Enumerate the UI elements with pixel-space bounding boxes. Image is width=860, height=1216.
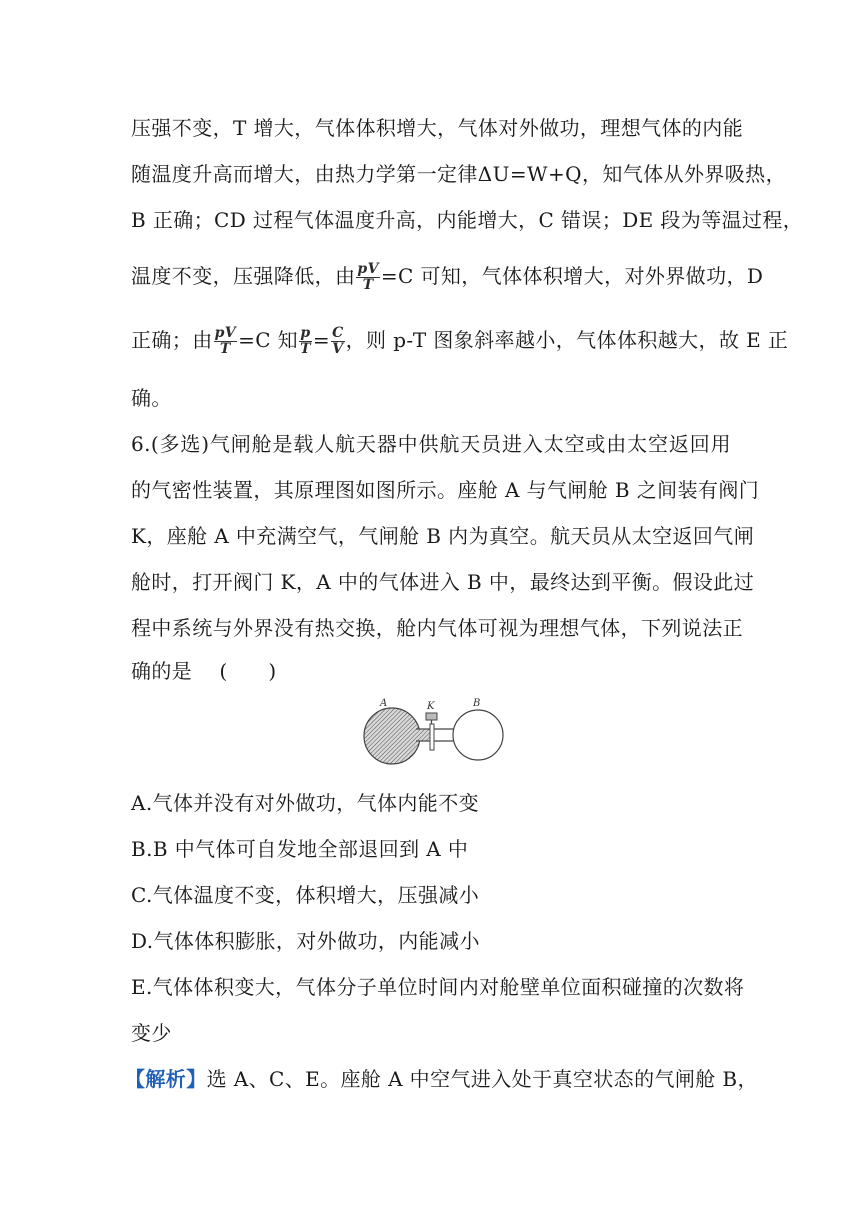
fraction-numerator: C xyxy=(332,325,344,341)
prev-solution-line-1: 压强不变，T 增大，气体体积增大，气体对外做功，理想气体的内能 xyxy=(131,116,744,140)
prev-solution-text: = xyxy=(312,328,331,352)
label-b: B xyxy=(473,698,481,709)
cabin-a xyxy=(364,708,432,764)
analysis-tag: 【解析】 xyxy=(125,1067,207,1091)
question-line-3: K，座舱 A 中充满空气，气闸舱 B 内为真空。航天员从太空返回气闸 xyxy=(131,524,755,548)
fraction-denominator: T xyxy=(219,341,231,357)
prev-solution-line-6: 确。 xyxy=(131,386,172,410)
question-line-6: 确的是 ( ) xyxy=(131,659,277,683)
fraction-p-over-t xyxy=(299,326,312,357)
prev-solution-text: =C 知 xyxy=(238,328,299,352)
prev-solution-line-4 xyxy=(131,261,764,293)
fraction-pv-over-t xyxy=(356,262,379,293)
question-line-4: 舱时，打开阀门 K，A 中的气体进入 B 中，最终达到平衡。假设此过 xyxy=(131,570,755,594)
fraction-denominator: T xyxy=(300,341,311,357)
prev-solution-line-2: 随温度升高而增大，由热力学第一定律ΔU=W+Q，知气体从外界吸热， xyxy=(131,162,786,186)
analysis-line xyxy=(125,1065,758,1093)
fraction-numerator: pV xyxy=(357,261,379,277)
option-e-line-1: E.气体体积变大，气体分子单位时间内对舱壁单位面积碰撞的次数将 xyxy=(131,975,745,999)
option-b: B.B 中气体可自发地全部退回到 A 中 xyxy=(131,837,469,861)
prev-solution-line-3: B 正确；CD 过程气体温度升高，内能增大，C 错误；DE 段为等温过程， xyxy=(131,208,804,232)
prev-solution-text: =C 可知，气体体积增大，对外界做功，D xyxy=(380,264,764,288)
fraction-numerator: p xyxy=(300,325,311,341)
option-a: A.气体并没有对外做功，气体内能不变 xyxy=(131,791,480,815)
airlock-diagram xyxy=(360,696,510,766)
fraction-c-over-v xyxy=(331,326,345,357)
label-k: K xyxy=(427,701,435,712)
question-line-2: 的气密性装置，其原理图如图所示。座舱 A 与气闸舱 B 之间装有阀门 xyxy=(131,478,760,502)
prev-solution-text: 正确；由 xyxy=(131,328,213,352)
fraction-pv-over-t xyxy=(214,326,237,357)
label-a: A xyxy=(380,698,388,709)
option-d: D.气体体积膨胀，对外做功，内能减小 xyxy=(131,929,480,953)
fraction-numerator: pV xyxy=(214,325,237,341)
prev-solution-line-5 xyxy=(131,325,789,357)
option-c: C.气体温度不变，体积增大，压强减小 xyxy=(131,883,480,907)
prev-solution-text: ，则 p-T 图象斜率越小，气体体积越大，故 E 正 xyxy=(345,328,789,352)
question-line-1: 6.(多选)气闸舱是载人航天器中供航天员进入太空或由太空返回用 xyxy=(131,432,731,456)
option-e-line-2: 变少 xyxy=(131,1021,172,1045)
prev-solution-text: 温度不变，压强降低，由 xyxy=(131,264,356,288)
fraction-denominator: V xyxy=(332,341,344,357)
fraction-denominator: T xyxy=(362,277,374,293)
question-line-5: 程中系统与外界没有热交换，舱内气体可视为理想气体，下列说法正 xyxy=(131,616,743,640)
analysis-text: 选 A、C、E。座舱 A 中空气进入处于真空状态的气闸舱 B， xyxy=(206,1067,758,1091)
